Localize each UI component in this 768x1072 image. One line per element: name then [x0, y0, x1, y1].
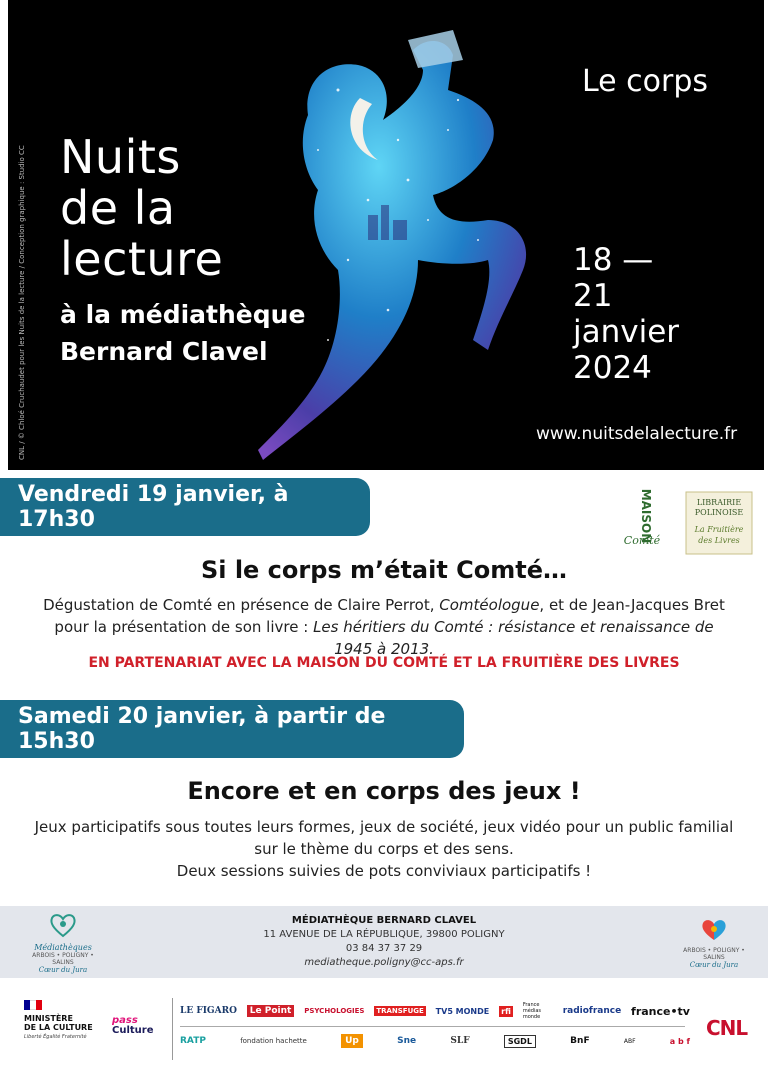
france-medias-monde-logo: France médias monde — [522, 1002, 542, 1020]
logo-sub: ARBOIS • POLIGNY • SALINS — [32, 952, 94, 966]
night-figure-illustration — [248, 20, 548, 470]
svg-text:LIBRAIRIE: LIBRAIRIE — [696, 498, 742, 507]
french-flag-icon — [24, 1000, 42, 1010]
venue-subtitle — [60, 296, 305, 370]
contact-band — [0, 906, 768, 978]
event-1-title: Si le corps m’était Comté… — [200, 556, 568, 584]
maison-du-comte-logo — [610, 488, 760, 558]
subtitle-line: à la médiathèque — [60, 300, 306, 329]
hero-banner — [8, 0, 764, 470]
desc-line: Deux sessions suivies de pots conviviaux participatifs ! — [176, 862, 592, 880]
coeur-du-jura-logo — [672, 918, 756, 974]
up-logo: Up — [341, 1034, 363, 1048]
media-sponsors-row — [180, 1002, 690, 1020]
pass-line: pass — [112, 1015, 138, 1026]
date-line: 18 — — [573, 242, 654, 278]
svg-text:La Fruitière: La Fruitière — [694, 525, 744, 534]
theme-label: Le corps — [582, 64, 709, 99]
subtitle-line: Bernard Clavel — [60, 337, 268, 366]
abf-letters-logo: a b f — [669, 1036, 690, 1046]
title-line: Nuits — [60, 130, 181, 184]
event-dates — [573, 242, 679, 386]
desc-italic: Comtéologue — [439, 596, 540, 614]
logo-title: Médiathèques — [34, 943, 92, 952]
ministry-line: MINISTÈRE — [24, 1014, 73, 1023]
title-line: lecture — [60, 232, 224, 286]
library-phone[interactable]: 03 84 37 37 29 — [345, 943, 423, 954]
le-point-logo: Le Point — [247, 1005, 295, 1017]
logo-script: Cœur du Jura — [38, 966, 88, 974]
contact-details — [0, 914, 768, 970]
pass-line: Culture — [112, 1025, 154, 1036]
le-figaro-logo: LE FIGARO — [180, 1006, 237, 1016]
event-1-description — [0, 594, 768, 660]
desc-text: , et de Jean-Jacques Bret pour la présentation de son livre : — [54, 596, 725, 636]
title-line: de la — [60, 181, 176, 235]
desc-line: sur le thème du corps et des sens. — [254, 840, 514, 858]
sponsor-divider — [172, 998, 173, 1060]
book-shape — [408, 30, 463, 68]
date-line: 21 — [573, 278, 613, 314]
transfuge-logo: TRANSFUGE — [376, 1007, 424, 1015]
svg-text:POLINOISE: POLINOISE — [694, 508, 744, 517]
psychologies-logo: PSYCHOLOGIES — [304, 1007, 365, 1015]
ministry-of-culture-logo — [24, 1000, 104, 1040]
event-title — [60, 132, 223, 285]
book-title: Les héritiers du Comté : résistance et renaissance de 1945 à 2013. — [313, 618, 714, 658]
tv5monde-logo: TV5 MONDE — [435, 1006, 490, 1016]
event-2-title: Encore et en corps des jeux ! — [187, 777, 581, 805]
institution-sponsors-row — [180, 1034, 690, 1048]
france-tv-logo: france•tv — [631, 1004, 690, 1018]
library-name: MÉDIATHÈQUE BERNARD CLAVEL — [291, 915, 477, 926]
svg-text:Comté: Comté — [623, 534, 661, 547]
rfi-logo: rfi — [501, 1006, 511, 1016]
ministry-line: DE LA CULTURE — [24, 1023, 93, 1032]
bnf-logo: BnF — [570, 1036, 590, 1046]
ratp-logo: RATP — [180, 1036, 206, 1046]
library-email[interactable]: mediatheque.poligny@cc-aps.fr — [304, 957, 464, 968]
radiofrance-logo: radiofrance — [562, 1006, 622, 1016]
partner-logos — [610, 488, 760, 558]
desc-text: Dégustation de Comté en présence de Claire Perrot, — [43, 596, 440, 614]
logo-sub: ARBOIS • POLIGNY • SALINS — [683, 947, 745, 961]
svg-text:des Livres: des Livres — [698, 536, 740, 545]
logo-script: Cœur du Jura — [689, 961, 739, 969]
partnership-note: EN PARTENARIAT AVEC LA MAISON DU COMTÉ ET LA FRUITIÈRE DES LIVRES — [88, 655, 680, 671]
date-line: 2024 — [573, 350, 652, 386]
ministry-motto: Liberté Égalité Fraternité — [24, 1034, 87, 1040]
slf-logo: SLF — [450, 1036, 470, 1046]
image-credit: CNL / © Chloé Cruchaudet pour les Nuits de la lecture / Conception graphique : Studio CC — [18, 145, 26, 460]
website-link[interactable]: www.nuitsdelalecture.fr — [536, 424, 738, 444]
date-line: janvier — [573, 314, 680, 350]
colorful-heart-icon — [699, 918, 729, 942]
event-2-date-tab: Samedi 20 janvier, à partir de 15h30 — [0, 700, 464, 758]
sgdl-logo: SGDL — [504, 1035, 536, 1048]
event-2-description — [0, 816, 768, 882]
abf-logo: ABF — [623, 1037, 636, 1045]
figure-silhouette — [258, 41, 526, 460]
sponsor-strip — [0, 990, 768, 1070]
library-address: 11 AVENUE DE LA RÉPUBLIQUE, 39800 POLIGNY — [263, 929, 505, 940]
fondation-hachette-logo: fondation hachette — [240, 1037, 307, 1045]
desc-line: Jeux participatifs sous toutes leurs formes, jeux de société, jeux vidéo pour un public familial — [34, 818, 734, 836]
pass-culture-logo — [112, 1016, 154, 1036]
sponsor-divider-h — [180, 1026, 685, 1027]
svg-text:MAISON: MAISON — [639, 488, 653, 544]
sne-logo: Sne — [397, 1036, 417, 1046]
event-1-date-tab: Vendredi 19 janvier, à 17h30 — [0, 478, 370, 536]
cnl-logo: CNL — [706, 1016, 748, 1040]
